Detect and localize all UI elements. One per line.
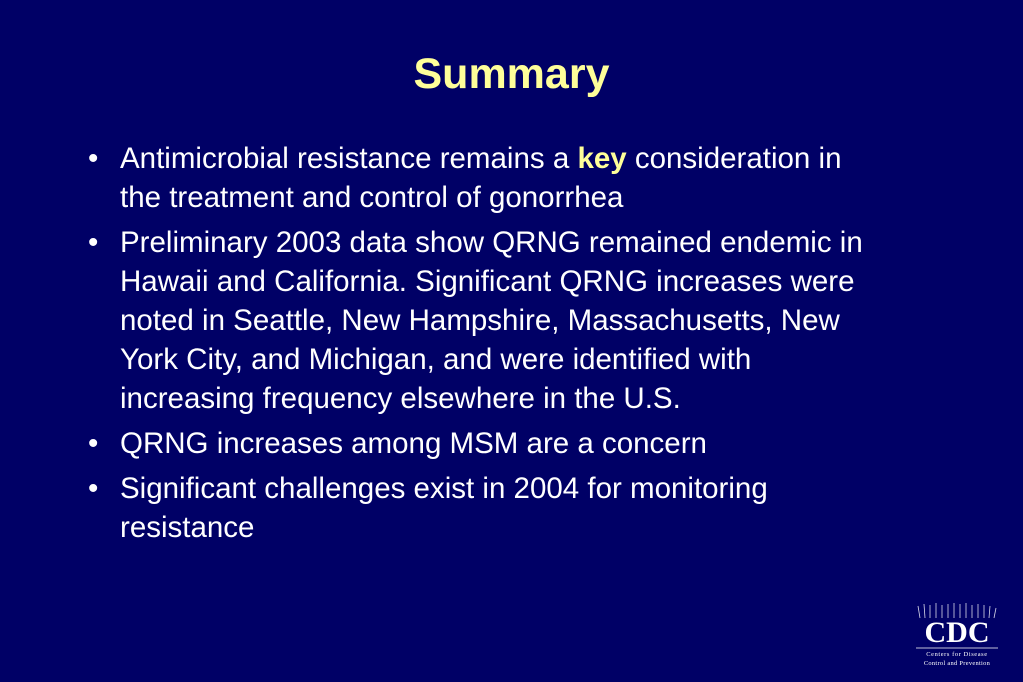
bullet-text: Preliminary 2003 data show QRNG remained endemic in Hawaii and California. Significant QRNG increases were noted in Seattle, New Hampshire, Massachusetts, New York City, and Michigan, and were identified with increasing frequency elsewhere in the U.S. bbox=[120, 226, 863, 415]
bullet-text: Antimicrobial resistance remains a bbox=[120, 142, 578, 175]
cdc-logo bbox=[914, 602, 1000, 668]
bullet-list bbox=[86, 139, 886, 553]
slide-title: Summary bbox=[413, 50, 610, 98]
bullet-text-continued: consideration in the treatment and control of gonorrhea bbox=[120, 142, 842, 214]
bullet-marker: • bbox=[88, 472, 99, 505]
bullet-highlight: key bbox=[577, 142, 627, 175]
bullet-text: Significant challenges exist in 2004 for monitoring resistance bbox=[120, 472, 768, 544]
bullet-item bbox=[86, 424, 886, 463]
logo-subtitle-line2: Control and Prevention bbox=[923, 660, 991, 667]
bullet-marker: • bbox=[88, 142, 99, 175]
bullet-item bbox=[86, 139, 886, 217]
bullet-item bbox=[86, 223, 886, 418]
bullet-text: QRNG increases among MSM are a concern bbox=[120, 427, 707, 460]
bullet-item bbox=[86, 469, 886, 547]
cdc-logo-graphic bbox=[914, 602, 1000, 668]
logo-wordmark: CDC bbox=[924, 616, 990, 649]
logo-subtitle-line1: Centers for Disease bbox=[926, 651, 988, 658]
bullet-marker: • bbox=[88, 226, 99, 259]
bullet-marker: • bbox=[88, 427, 99, 460]
